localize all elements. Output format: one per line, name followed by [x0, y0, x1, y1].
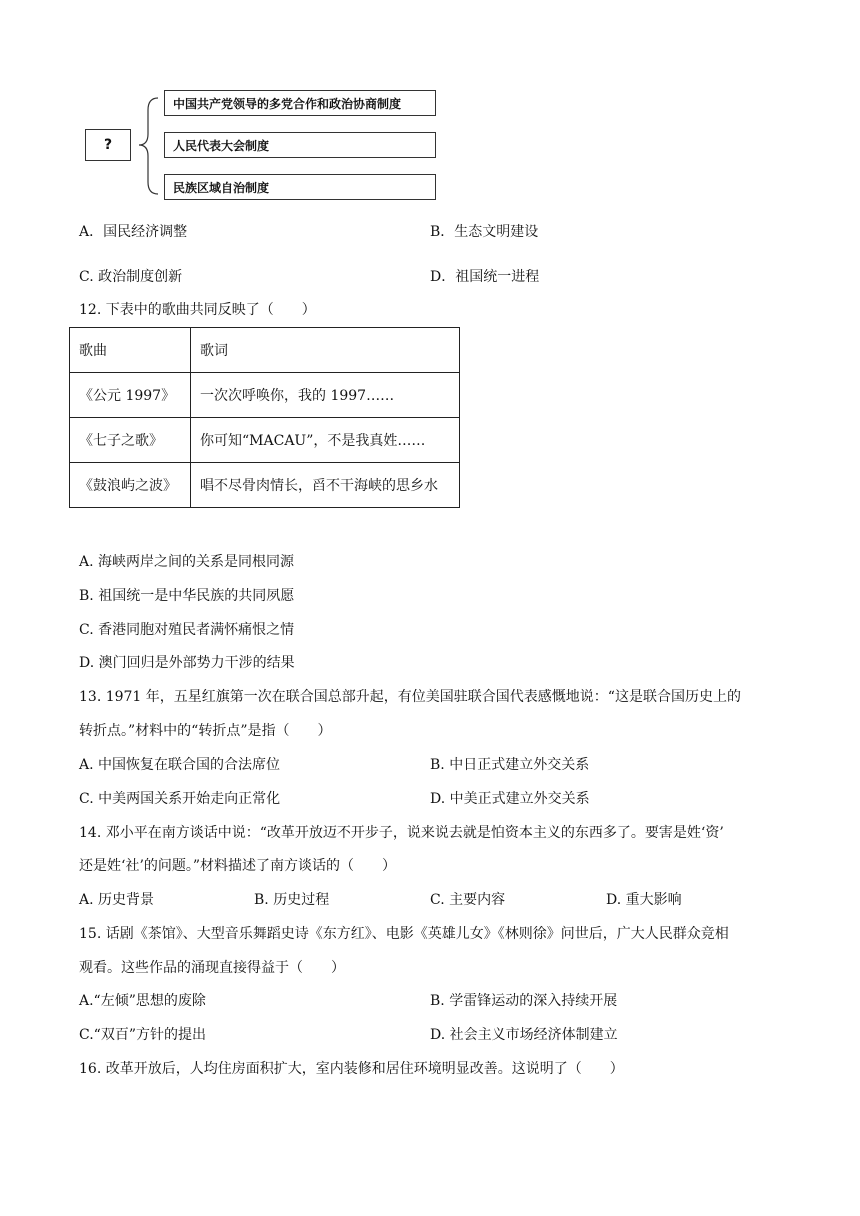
table-header-row	[70, 328, 460, 373]
table-row	[70, 373, 460, 418]
q11-option-a: A．国民经济调整	[79, 224, 188, 240]
table-row	[70, 463, 460, 508]
q16-stem: 16. 改革开放后，人均住房面积扩大，室内装修和居住环境明显改善。这说明了（ ）	[79, 1061, 624, 1077]
q13-option-a: A. 中国恢复在联合国的合法席位	[79, 757, 281, 773]
q15-option-c: C.“双百”方针的提出	[79, 1027, 206, 1043]
q14-stem-line2: 还是姓‘社’的问题。”材料描述了南方谈话的（ ）	[79, 858, 397, 874]
q15-stem-line1: 15. 话剧《茶馆》、大型音乐舞蹈史诗《东方红》、电影《英雄儿女》《林则徐》问世后，广大人民群众竞相	[79, 926, 729, 942]
table-header: 歌词	[191, 328, 460, 373]
question-mark-box	[85, 129, 131, 161]
q13-stem-line1: 13. 1971 年，五星红旗第一次在联合国总部升起，有位美国驻联合国代表感慨地说：“这是联合国历史上的	[79, 689, 741, 705]
q12-stem: 12. 下表中的歌曲共同反映了（ ）	[79, 302, 316, 318]
table-cell: 《公元 1997》	[70, 373, 191, 418]
q15-option-a: A.“左倾”思想的废除	[79, 993, 206, 1009]
q13-option-b: B. 中日正式建立外交关系	[430, 757, 590, 773]
diagram-item-3	[164, 174, 436, 200]
q13-option-d: D. 中美正式建立外交关系	[430, 791, 590, 807]
q14-option-d: D. 重大影响	[606, 892, 682, 908]
table-row	[70, 418, 460, 463]
q14-stem-line1: 14. 邓小平在南方谈话中说：“改革开放迈不开步子，说来说去就是怕资本主义的东西多了。要害是姓‘资’	[79, 825, 724, 841]
q15-stem-line2: 观看。这些作品的涌现直接得益于（ ）	[79, 960, 345, 976]
curly-brace-icon	[136, 96, 164, 196]
table-cell: 唱不尽骨肉情长，舀不干海峡的思乡水	[191, 463, 460, 508]
q11-option-c: C. 政治制度创新	[79, 269, 183, 285]
q14-option-a: A. 历史背景	[79, 892, 155, 908]
q15-option-b: B. 学雷锋运动的深入持续开展	[430, 993, 618, 1009]
songs-table	[69, 327, 460, 508]
diagram-item-label: 人民代表大会制度	[173, 138, 270, 153]
q14-option-c: C. 主要内容	[430, 892, 506, 908]
diagram-item-label: 中国共产党领导的多党合作和政治协商制度	[173, 96, 402, 111]
diagram-item-1	[164, 90, 436, 116]
table-cell: 一次次呼唤你，我的 1997……	[191, 373, 460, 418]
q12-option-b: B. 祖国统一是中华民族的共同夙愿	[79, 588, 295, 604]
q12-option-d: D. 澳门回归是外部势力干涉的结果	[79, 655, 295, 671]
q11-option-b: B．生态文明建设	[430, 224, 539, 240]
diagram-item-2	[164, 132, 436, 158]
table-cell: 《鼓浪屿之波》	[70, 463, 191, 508]
q14-option-b: B. 历史过程	[254, 892, 330, 908]
question-mark: ?	[103, 137, 113, 153]
q15-option-d: D. 社会主义市场经济体制建立	[430, 1027, 618, 1043]
q13-stem-line2: 转折点。”材料中的“转折点”是指（ ）	[79, 723, 332, 739]
q12-option-c: C. 香港同胞对殖民者满怀痛恨之情	[79, 622, 295, 638]
table-cell: 《七子之歌》	[70, 418, 191, 463]
q11-option-d: D．祖国统一进程	[430, 269, 540, 285]
q12-option-a: A. 海峡两岸之间的关系是同根同源	[79, 554, 295, 570]
table-cell: 你可知“MACAU”，不是我真姓……	[191, 418, 460, 463]
table-header: 歌曲	[70, 328, 191, 373]
diagram-item-label: 民族区域自治制度	[173, 180, 270, 195]
q13-option-c: C. 中美两国关系开始走向正常化	[79, 791, 281, 807]
